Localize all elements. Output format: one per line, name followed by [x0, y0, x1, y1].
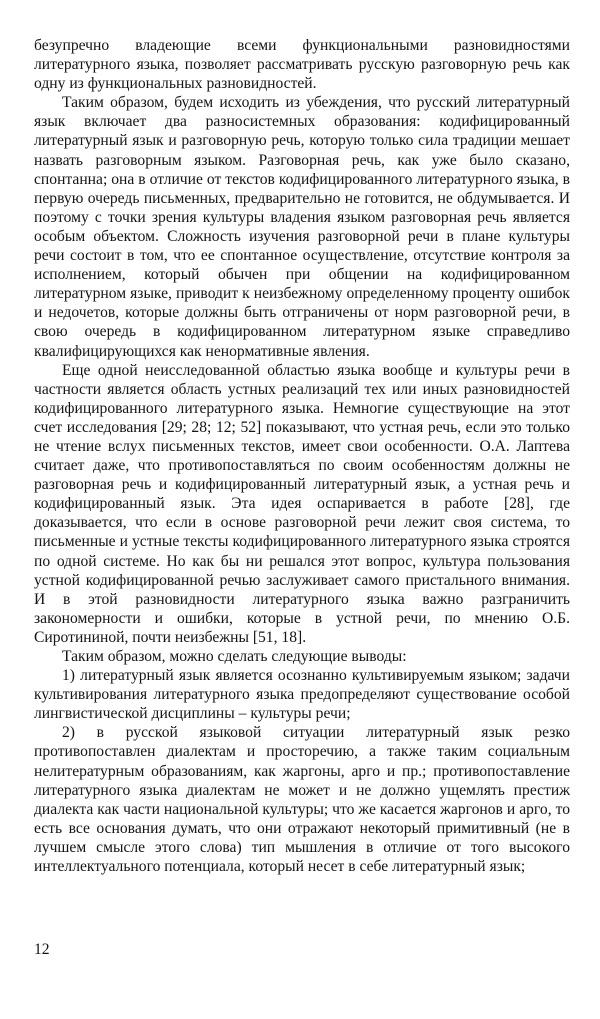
paragraph-2: Таким образом, будем исходить из убеждения, что русский литературный язык включает два разносистемных образования: кодифицированный литературный язык и разговорную речь, которую только сила традиции мешает назвать разговорным языком. Разговорная речь, как уже было сказано, спонтанна; она в отличие от текстов кодифицированного литературного языка, в первую очередь письменных, предварительно не готовится, не обдумывается. И поэтому с точки зрения культуры владения языком разговорная речь является особым объектом. Сложность изучения разговорной речи в плане культуры речи состоит в том, что ее спонтанное осуществление, отсутствие контроля за исполнением, который обычен при общении на кодифицированном литературном языке, приводит к неизбежному определенному проценту ошибок и недочетов, которые должны быть отграничены от норм разговорной речи, в свою очередь в кодифицированном литературном языке справедливо квалифицирующихся как ненормативные явления.	[34, 94, 570, 360]
paragraph-6: 2) в русской языковой ситуации литературный язык резко противопоставлен диалектам и просторечию, а также таким социальным нелитературным образованиям, как жаргоны, арго и пр.; противопоставление литературного языка диалектам не может и не должно ущемлять престиж диалекта как части национальной культуры; что же касается жаргонов и арго, то есть все основания думать, что они отражают некоторый примитивный (не в лучшем смысле этого слова) тип мышления в отличие от того высокого интеллектуального потенциала, который несет в себе литературный язык;	[34, 724, 570, 876]
page-number: 12	[34, 941, 50, 958]
paragraph-1: безупречно владеющие всеми функциональными разновидностями литературного языка, позволяет рассматривать русскую разговорную речь как одну из функциональных разновидностей.	[34, 37, 570, 93]
paragraph-3: Еще одной неисследованной областью языка вообще и культуры речи в частности является область устных реализаций тех или иных разновидностей кодифицированного литературного языка. Немногие существующие на этот счет исследования [29; 28; 12; 52] показывают, что устная речь, если это только не чтение вслух письменных текстов, имеет свои особенности. О.А. Лаптева считает даже, что противопоставляться по своим особенностям должны не разговорная речь и кодифицированный литературный язык, а устная речь и кодифицированный язык. Эта идея оспаривается в работе [28], где доказывается, что если в основе разговорной речи лежит своя система, то письменные и устные тексты кодифицированного литературного языка строятся по одной системе. Но как бы ни решался этот вопрос, культура пользования устной кодифицированной речью заслуживает самого пристального внимания. И в этой разновидности литературного языка важно разграничить закономерности и ошибки, которые в устной речи, по мнению О.Б. Сиротининой, почти неизбежны [51, 18].	[34, 361, 570, 646]
paragraph-5: 1) литературный язык является осознанно культивируемым языком; задачи культивирования литературного языка предопределяют существование особой лингвистической дисциплины – культуры речи;	[34, 667, 570, 723]
paragraph-4: Таким образом, можно сделать следующие выводы:	[62, 648, 407, 665]
page-text-body	[34, 36, 570, 876]
